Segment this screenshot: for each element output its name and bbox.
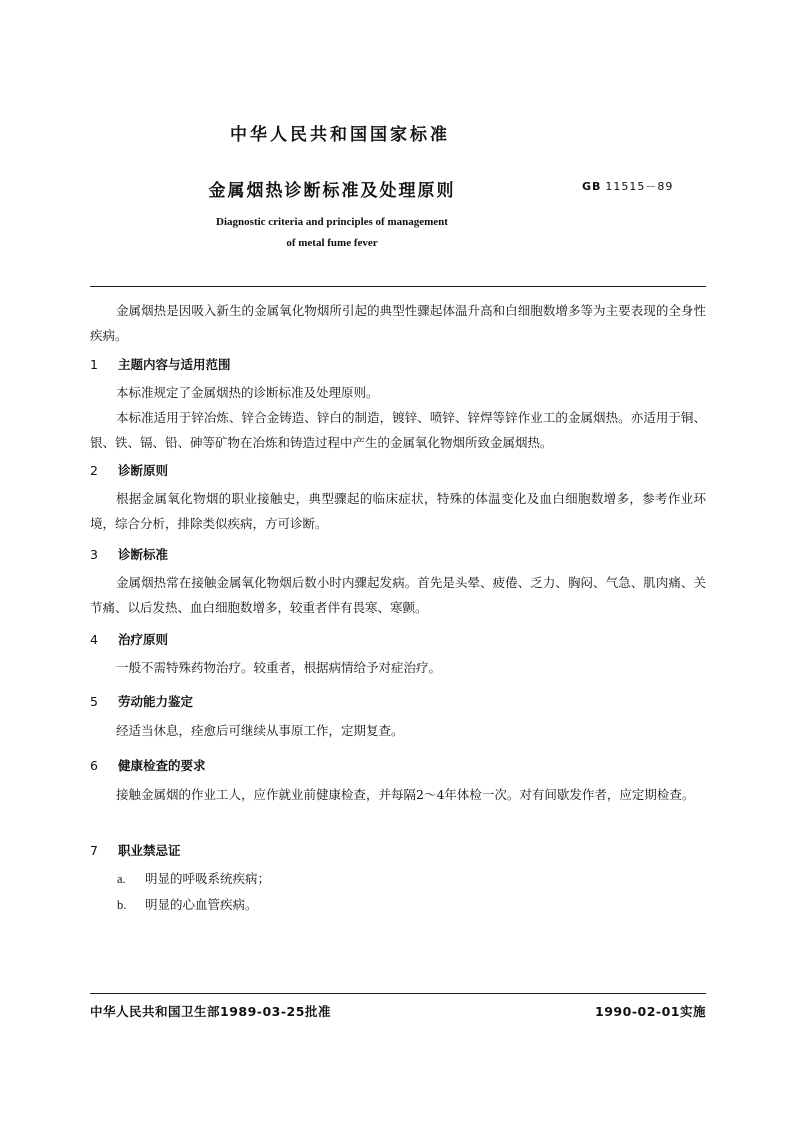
top-rule <box>90 286 706 287</box>
contraindication-list <box>117 866 677 918</box>
english-title-line-2: of metal fume fever <box>286 237 378 249</box>
section-heading-1: 1 主题内容与适用范围 <box>90 357 231 372</box>
section-heading-5: 5 劳动能力鉴定 <box>90 694 194 709</box>
list-item: b. 明显的心血管疾病。 <box>117 897 258 912</box>
section-heading-3: 3 诊断标准 <box>90 547 169 562</box>
standard-number <box>582 178 673 194</box>
english-title-line-1: Diagnostic criteria and principles of management <box>216 216 448 228</box>
document-title: 金属烟热诊断标准及处理原则 <box>208 181 456 201</box>
effective-date: 1990-02-01实施 <box>595 1004 706 1019</box>
section-4-paragraph: 一般不需特殊药物治疗。较重者，根据病情给予对症治疗。 <box>116 660 442 675</box>
standard-code: 11515－89 <box>605 180 674 193</box>
section-5-paragraph: 经适当休息，痊愈后可继续从事原工作，定期复查。 <box>116 723 404 738</box>
section-2-body <box>90 486 706 536</box>
section-heading-6: 6 健康检查的要求 <box>90 758 206 773</box>
section-6-body <box>90 782 706 807</box>
standard-prefix: GB <box>582 180 602 193</box>
section-1-paragraph: 本标准适用于锌冶炼、锌合金铸造、锌白的制造，镀锌、喷锌、锌焊等锌作业工的金属烟热。亦适用于铜、银、铁、镉、铅、砷等矿物在冶炼和铸造过程中产生的金属氧化物烟所致金属烟热。 <box>90 410 706 450</box>
section-1-paragraph: 本标准规定了金属烟热的诊断标准及处理原则。 <box>116 385 379 400</box>
section-2-paragraph: 根据金属氧化物烟的职业接触史，典型骤起的临床症状，特殊的体温变化及血白细胞数增多，参考作业环境，综合分析，排除类似疾病，方可诊断。 <box>90 491 706 531</box>
section-5-body <box>90 718 706 743</box>
section-3-paragraph: 金属烟热常在接触金属氧化物烟后数小时内骤起发病。首先是头晕、疲倦、乏力、胸闷、气急、肌肉痛、关节痛、以后发热、血白细胞数增多，较重者伴有畏寒、寒颤。 <box>90 575 706 615</box>
section-heading-4: 4 治疗原则 <box>90 632 169 647</box>
intro-paragraph: 金属烟热是因吸入新生的金属氧化物烟所引起的典型性骤起体温升高和白细胞数增多等为主要表现的全身性疾病。 <box>90 303 706 343</box>
section-1-body <box>90 380 706 455</box>
bottom-rule <box>90 993 706 994</box>
section-heading-7: 7 职业禁忌证 <box>90 843 181 858</box>
section-6-paragraph: 接触金属烟的作业工人，应作就业前健康检查，并每隔2～4年体检一次。对有间歇发作者，应定期检查。 <box>116 787 695 802</box>
approval-date: 中华人民共和国卫生部1989-03-25批准 <box>90 1004 331 1019</box>
section-4-body <box>90 655 706 680</box>
list-item: a. 明显的呼吸系统疾病； <box>117 871 271 886</box>
section-heading-2: 2 诊断原则 <box>90 463 169 478</box>
section-3-body <box>90 570 706 620</box>
issuing-authority: 中华人民共和国国家标准 <box>230 125 450 145</box>
